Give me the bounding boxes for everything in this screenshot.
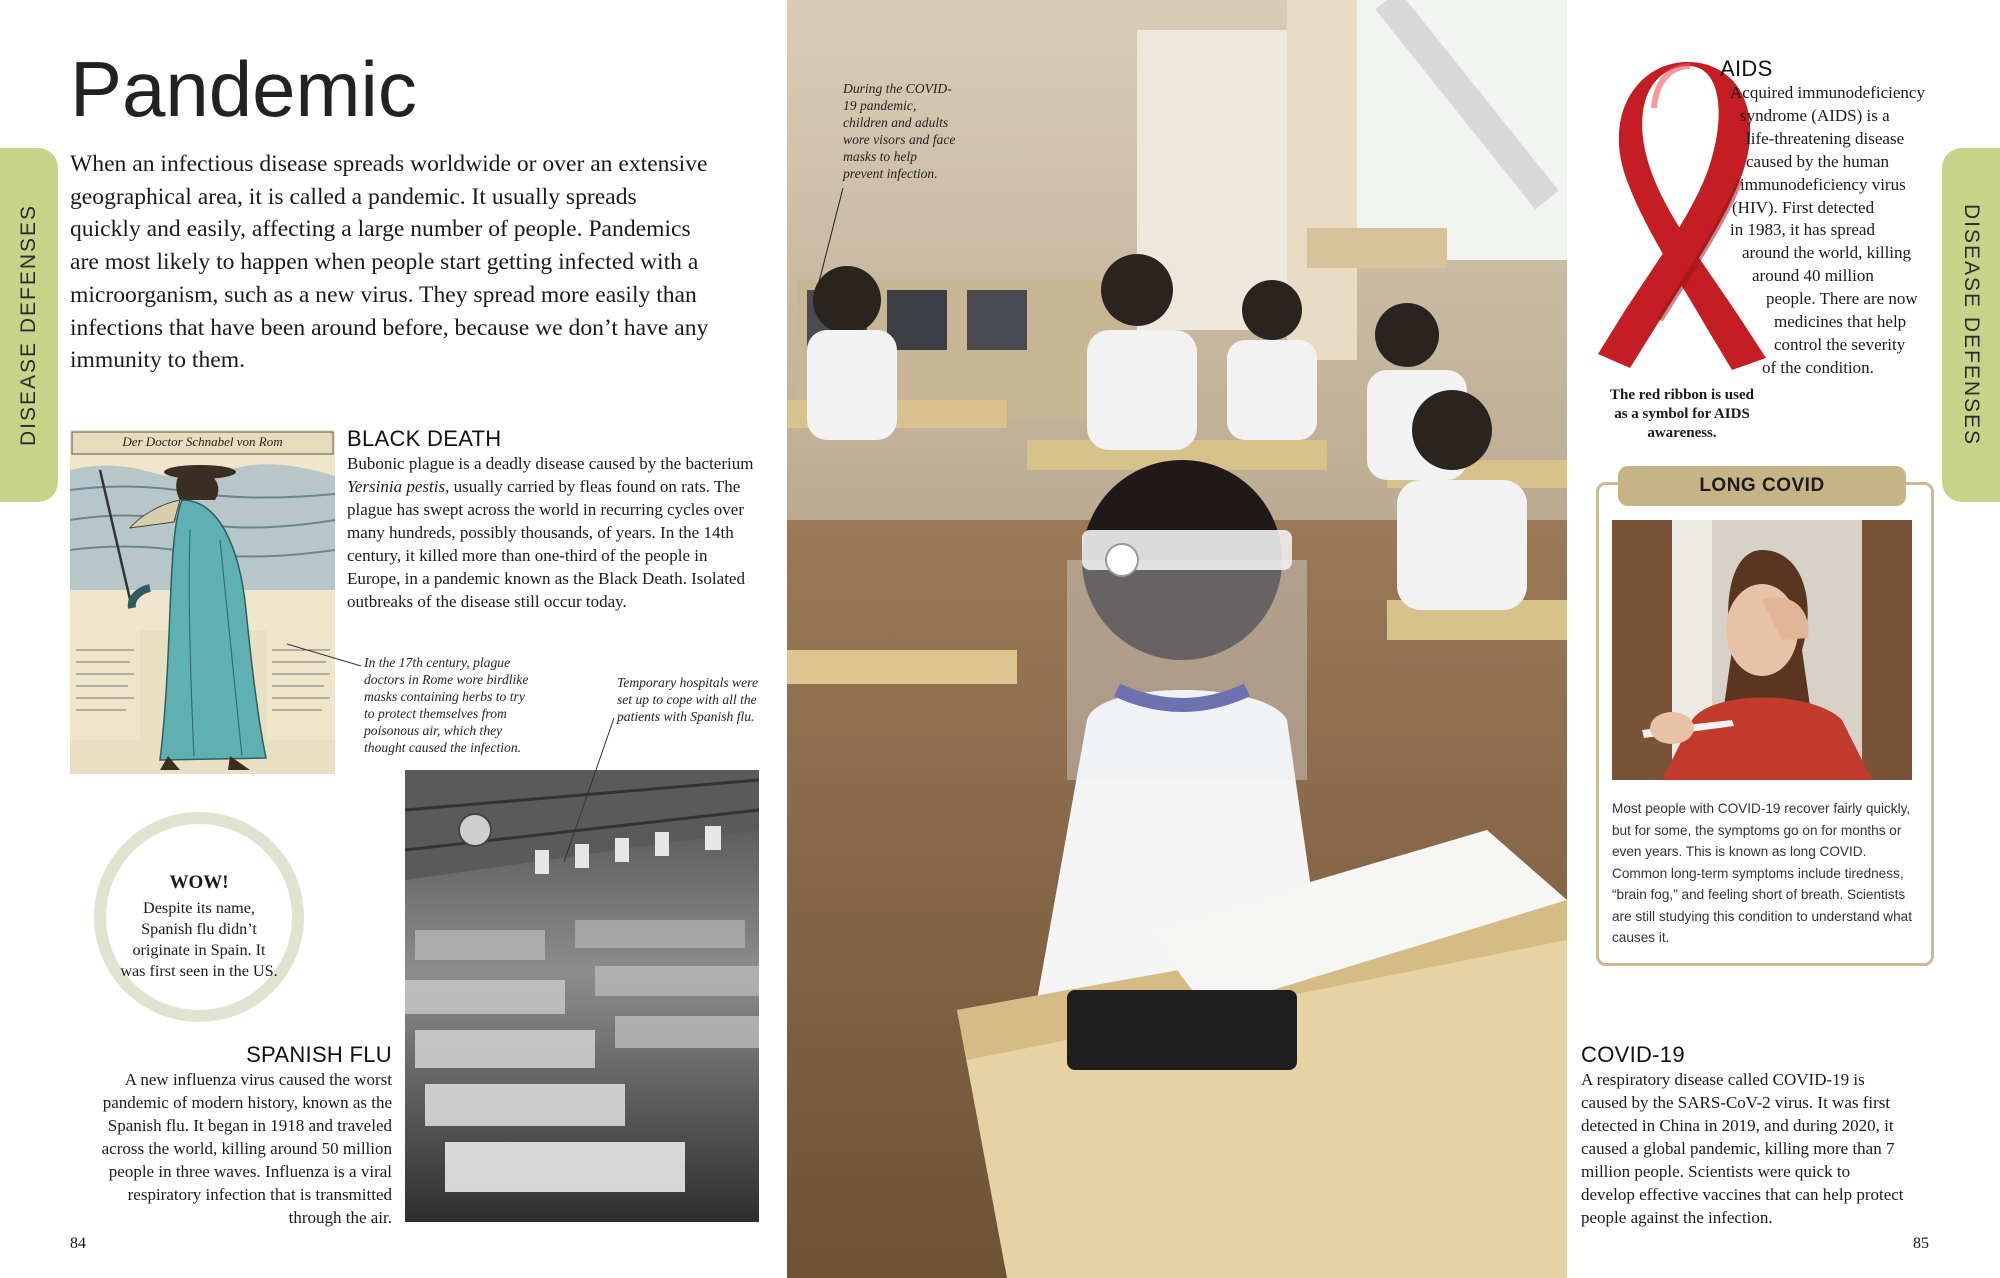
hospital-caption: Temporary hospitals were set up to cope with all the patients with Spanish flu. <box>617 675 758 724</box>
intro-paragraph: When an infectious disease spreads worldwide or over an extensive geographical area, it is called a pandemic. It usually spreads quickly and easily, affecting a large number of people. Pandemics are most likely to happen when people start getting infected with a microorganism, such as a new virus. They spread more easily than infections that have been around before, because we don’t have any immunity to them. <box>70 151 709 374</box>
page-number-left: 84 <box>70 1235 86 1252</box>
plague-doctor-caption: In the 17th century, plague doctors in Rome wore birdlike masks containing herbs to try to protect themselves from poisonous air, which they thought caused the infection. <box>364 655 529 755</box>
wow-title: WOW! <box>169 872 229 893</box>
side-tab-label: DISEASE DEFENSES <box>1960 203 1983 447</box>
wow-fact-circle <box>94 812 304 1022</box>
engraving-header: Der Doctor Schnabel von Rom <box>122 434 283 449</box>
side-tab-left <box>0 148 58 502</box>
wow-text: Despite its name, Spanish flu didn’t originate in Spain. It was first seen in the US. <box>120 899 278 980</box>
ribbon-caption: The red ribbon is used as a symbol for AIDS awareness. <box>1610 387 1754 441</box>
long-covid-heading: LONG COVID <box>1699 475 1825 496</box>
black-death-body: Bubonic plague is a deadly disease caused by the bacterium Yersinia pestis, usually carried by fleas found on rats. The plague has swept across the world in recurring cycles over many hundreds, possibly thousands, of years. In the 14th century, it killed more than one-third of the people in Europe, in a pandemic known as the Black Death. Isolated outbreaks of the disease still occur today. <box>347 454 754 611</box>
spanish-flu-body: A new influenza virus caused the worst pandemic of modern history, known as the Spanish flu. It began in 1918 and traveled across the world, killing around 50 million people in three waves. Influenza is a viral respiratory infection that is transmitted through the air. <box>101 1070 392 1227</box>
side-tab-label: DISEASE DEFENSES <box>17 203 40 447</box>
aids-heading: AIDS <box>1720 56 1773 81</box>
page-title: Pandemic <box>70 45 417 133</box>
long-covid-body: Most people with COVID-19 recover fairly quickly, but for some, the symptoms go on for months or even years. This is known as long COVID. Common long-term symptoms include tiredness, “brain fog,” and feeling short of breath. Scientists are still studying this condition to understand what causes it. <box>1612 801 1912 945</box>
page-number-right: 85 <box>1913 1235 1929 1252</box>
classroom-photo <box>787 0 1567 1278</box>
caption-pointer-line <box>815 186 845 286</box>
plague-doctor-engraving <box>70 430 335 774</box>
long-covid-photo <box>1612 520 1912 780</box>
black-death-heading: BLACK DEATH <box>347 426 502 451</box>
aids-body: Acquired immunodeficiency syndrome (AIDS) is a life-threatening disease caused by the human immunodeficiency virus (HIV). First detected in 1983, it has spread around the world, killing around 40 million people. There are now medicines that help control the severity of the condition. <box>1730 83 1925 377</box>
covid19-body: A respiratory disease called COVID-19 is caused by the SARS-CoV-2 virus. It was first detected in China in 2019, and during 2020, it caused a global pandemic, killing more than 7 million people. Scientists were quick to develop effective vaccines that can help protect people against the infection. <box>1581 1070 1904 1227</box>
classroom-caption: During the COVID-19 pandemic, children and adults wore visors and face masks to help prevent infection. <box>843 81 956 181</box>
spanish-flu-heading: SPANISH FLU <box>246 1042 392 1067</box>
caption-pointer-line <box>560 716 620 866</box>
covid19-heading: COVID-19 <box>1581 1042 1685 1067</box>
caption-pointer-line <box>285 640 365 670</box>
long-covid-banner <box>1618 466 1906 506</box>
